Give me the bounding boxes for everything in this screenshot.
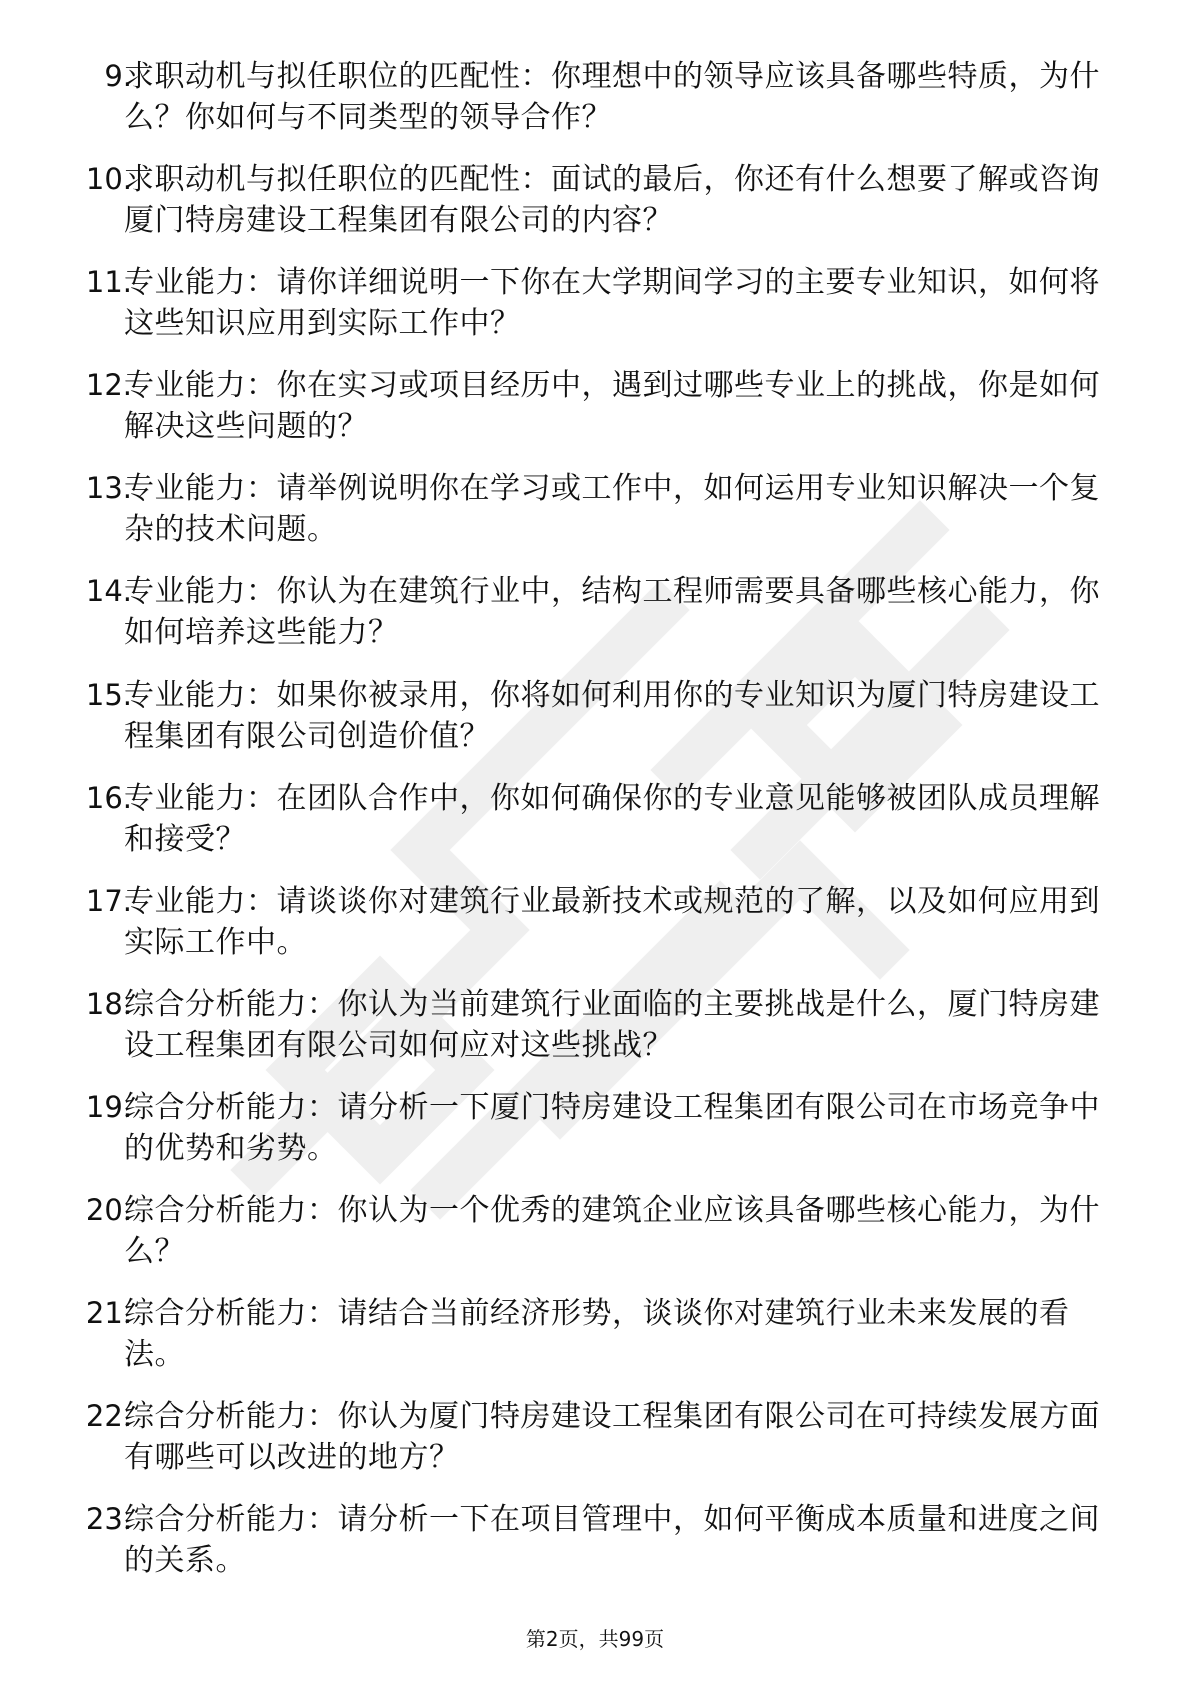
question-item [0, 669, 1190, 772]
question-number: 12. [85, 368, 132, 403]
question-number: 10. [85, 162, 132, 197]
question-item [0, 772, 1190, 875]
question-text: 专业能力：请你详细说明一下你在大学期间学习的主要专业知识，如何将这些知识应用到实际工作中？ [124, 265, 1100, 342]
question-text: 综合分析能力：你认为当前建筑行业面临的主要挑战是什么，厦门特房建设工程集团有限公司如何应对这些挑战？ [124, 986, 1100, 1063]
question-item [0, 875, 1190, 978]
question-item [0, 256, 1190, 359]
question-number: 21. [85, 1296, 132, 1331]
question-number: 23. [85, 1502, 132, 1537]
question-item [0, 462, 1190, 565]
question-item [0, 1287, 1190, 1390]
question-text: 综合分析能力：你认为一个优秀的建筑企业应该具备哪些核心能力，为什么？ [124, 1193, 1100, 1270]
question-number: 11. [85, 265, 132, 300]
question-item [0, 1184, 1190, 1287]
question-number: 9. [104, 59, 132, 93]
question-text: 专业能力：你认为在建筑行业中，结构工程师需要具备哪些核心能力，你如何培养这些能力？ [124, 574, 1100, 651]
question-item [0, 565, 1190, 668]
question-number: 14. [85, 574, 132, 609]
question-number: 20. [85, 1193, 132, 1228]
question-item [0, 1390, 1190, 1493]
question-number: 13. [85, 471, 132, 506]
question-text: 求职动机与拟任职位的匹配性：你理想中的领导应该具备哪些特质，为什么？你如何与不同类型的领导合作？ [124, 59, 1100, 135]
question-number: 17. [85, 883, 132, 918]
question-item [0, 153, 1190, 256]
question-item [0, 1081, 1190, 1184]
question-text: 专业能力：如果你被录用，你将如何利用你的专业知识为厦门特房建设工程集团有限公司创造价值？ [124, 677, 1100, 754]
question-item [0, 50, 1190, 153]
question-text: 专业能力：你在实习或项目经历中，遇到过哪些专业上的挑战，你是如何解决这些问题的？ [124, 368, 1100, 445]
question-text: 综合分析能力：请分析一下在项目管理中，如何平衡成本质量和进度之间的关系。 [124, 1502, 1100, 1579]
question-number: 22. [85, 1399, 132, 1434]
question-item [0, 978, 1190, 1081]
question-text: 综合分析能力：你认为厦门特房建设工程集团有限公司在可持续发展方面有哪些可以改进的地方？ [124, 1399, 1100, 1476]
question-number: 16. [85, 780, 132, 815]
question-item [0, 359, 1190, 462]
question-number: 18. [85, 986, 132, 1021]
question-number: 15. [85, 677, 132, 712]
question-text: 专业能力：请谈谈你对建筑行业最新技术或规范的了解，以及如何应用到实际工作中。 [124, 883, 1100, 960]
question-text: 综合分析能力：请分析一下厦门特房建设工程集团有限公司在市场竞争中的优势和劣势。 [124, 1089, 1100, 1166]
question-item [0, 1493, 1190, 1596]
question-text: 专业能力：在团队合作中，你如何确保你的专业意见能够被团队成员理解和接受？ [124, 780, 1100, 857]
question-text: 专业能力：请举例说明你在学习或工作中，如何运用专业知识解决一个复杂的技术问题。 [124, 471, 1100, 548]
question-text: 求职动机与拟任职位的匹配性：面试的最后，你还有什么想要了解或咨询厦门特房建设工程集团有限公司的内容？ [124, 162, 1100, 239]
question-list [0, 50, 1190, 1596]
question-text: 综合分析能力：请结合当前经济形势，谈谈你对建筑行业未来发展的看法。 [124, 1296, 1070, 1373]
question-number: 19. [85, 1089, 132, 1124]
page-footer: 第2页，共99页 [525, 1627, 665, 1651]
